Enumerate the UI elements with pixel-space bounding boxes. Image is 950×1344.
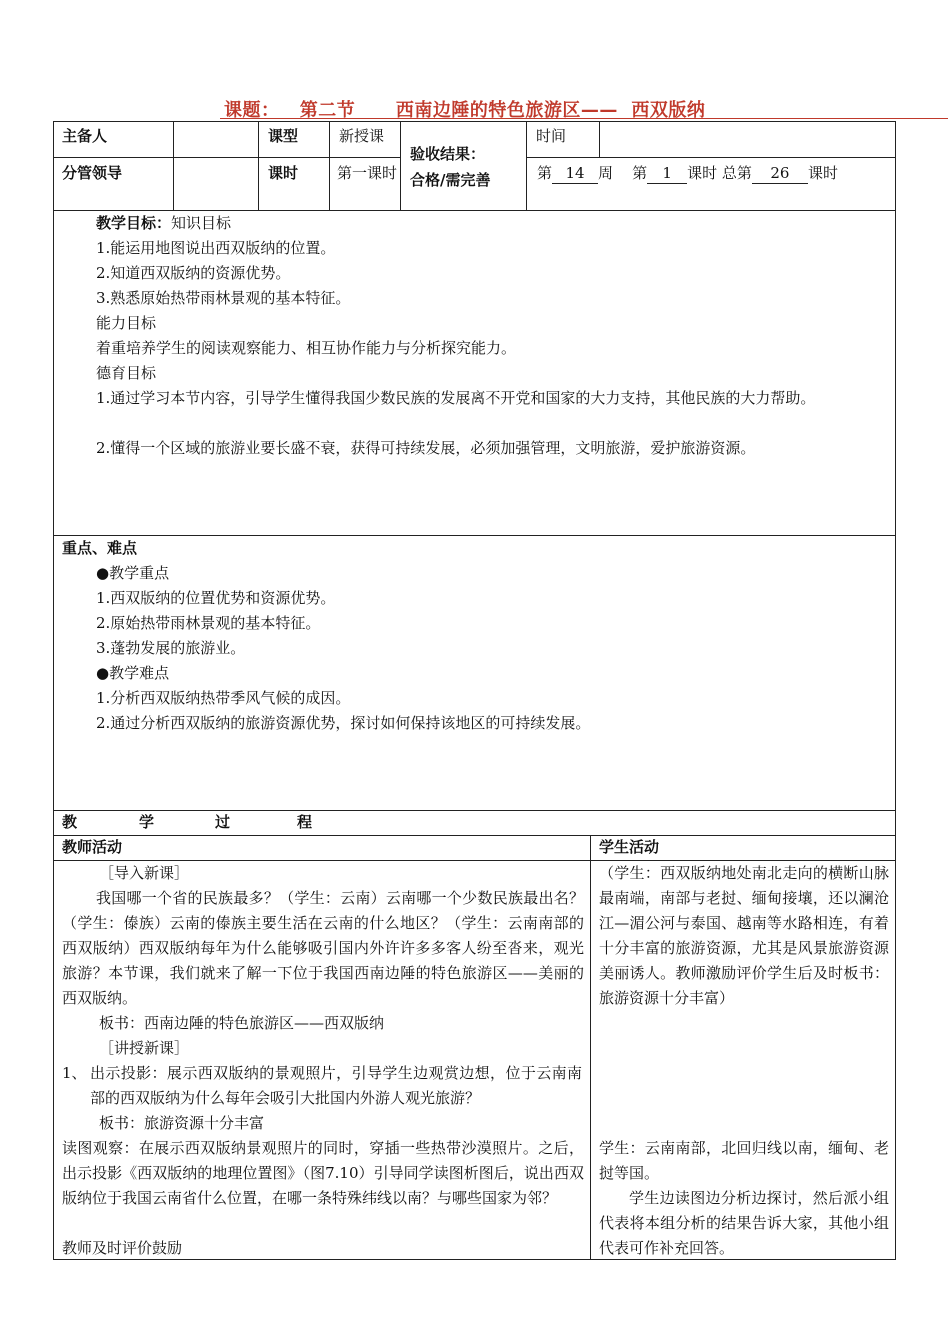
moral-heading: 德育目标 (96, 364, 157, 382)
type-value: 新授课 (339, 127, 385, 145)
new-lesson-tag: ［讲授新课］ (99, 1039, 190, 1057)
knowledge-item-2: 2.知道西双版纳的资源优势。 (96, 264, 291, 282)
period-value: 第一课时 (337, 164, 398, 182)
week-suffix: 周 (598, 164, 614, 182)
title-underline (220, 118, 948, 119)
key-item-2: 2.原始热带雨林景观的基本特征。 (96, 614, 321, 632)
teacher-heading-cell (53, 835, 591, 861)
total-number: 26 (752, 163, 808, 184)
keypoints-heading: 重点、难点 (62, 539, 138, 557)
total-prefix: 总第 (721, 164, 752, 182)
intro-text: 我国哪一个省的民族最多？（学生：云南）云南哪一个少数民族最出名？（学生：傣族）云南的傣族主要生活在云南的什么地区？（学生：云南南部的西双版纳）西双版纳每年为什么能够吸引国内外许许多多客人纷至沓来，观光旅游？本节课，我们就来了解一下位于我国西南边陲的特色旅游区——美丽的西双版纳。 (62, 889, 584, 1007)
process-heading-char-3: 过 (215, 813, 231, 831)
key-item-1: 1.西双版纳的位置优势和资源优势。 (96, 589, 336, 607)
teacher-heading: 教师活动 (62, 838, 123, 856)
student-answer-2: 学生：云南南部，北回归线以南，缅甸、老挝等国。 (599, 1139, 889, 1182)
cell-supervisor-value (173, 157, 259, 211)
acceptance-label: 验收结果： (410, 145, 486, 163)
board-text-1: 板书：西南边陲的特色旅游区——西双版纳 (99, 1014, 385, 1032)
knowledge-heading: 知识目标 (171, 214, 232, 232)
difficult-heading: ●教学难点 (96, 664, 170, 682)
schedule-line (537, 161, 838, 186)
ability-heading: 能力目标 (96, 314, 157, 332)
cell-preparer-value (173, 121, 259, 158)
type-label: 课型 (268, 127, 299, 145)
week-number: 14 (552, 163, 598, 184)
step1-text: 出示投影：展示西双版纳的景观照片，引导学生边观赏边想，位于云南南部的西双版纳为什么每年会吸引大批国内外游人观光旅游？ (90, 1064, 582, 1107)
period-label: 课时 (268, 164, 299, 182)
time-label: 时间 (536, 127, 567, 145)
keypoints-section (53, 535, 896, 811)
process-heading-char-4: 程 (297, 813, 313, 831)
lesson-prefix: 第 (632, 164, 648, 182)
evaluate-text: 教师及时评价鼓励 (62, 1239, 183, 1257)
student-answer-3: 学生边读图边分析边探讨，然后派小组代表将本组分析的结果告诉大家，其他小组代表可作补充回答。 (599, 1189, 889, 1257)
difficult-item-2: 2.通过分析西双版纳的旅游资源优势，探讨如何保持该地区的可持续发展。 (96, 714, 591, 732)
week-prefix: 第 (537, 164, 553, 182)
ability-text: 着重培养学生的阅读观察能力、相互协作能力与分析探究能力。 (96, 339, 517, 357)
process-heading-char-1: 教 (62, 813, 78, 831)
board-text-2: 板书：旅游资源十分丰富 (99, 1114, 265, 1132)
cell-time-value (599, 121, 896, 158)
lesson-suffix: 课时 (687, 164, 718, 182)
key-heading: ●教学重点 (96, 564, 170, 582)
supervisor-label: 分管领导 (62, 164, 123, 182)
step1-number: 1、 (62, 1064, 87, 1082)
preparer-label: 主备人 (62, 127, 108, 145)
total-suffix: 课时 (807, 164, 838, 182)
difficult-item-1: 1.分析西双版纳热带季风气候的成因。 (96, 689, 351, 707)
acceptance-value: 合格/需完善 (410, 171, 491, 189)
process-heading-char-2: 学 (139, 813, 155, 831)
student-answer-1: （学生：西双版纳地处南北走向的横断山脉最南端，南部与老挝、缅甸接壤，还以澜沧江—湄公河与泰国、越南等水路相连，有着十分丰富的旅游资源，尤其是风景旅游资源美丽诱人。教师激励评价学生后及时板书：旅游资源十分丰富） (599, 864, 889, 1007)
objectives-heading: 教学目标： (96, 214, 172, 232)
process-heading-row (53, 810, 896, 836)
page-title: 课题： 第二节 西南边陲的特色旅游区—— 西双版纳 (224, 100, 706, 121)
objectives-heading-line (96, 211, 231, 236)
knowledge-item-1: 1.能运用地图说出西双版纳的位置。 (96, 239, 336, 257)
knowledge-item-3: 3.熟悉原始热带雨林景观的基本特征。 (96, 289, 351, 307)
moral-item-1: 1.通过学习本节内容，引导学生懂得我国少数民族的发展离不开党和国家的大力支持，其他民族的大力帮助。 (96, 389, 816, 407)
student-heading: 学生活动 (599, 838, 660, 856)
map-reading-text: 读图观察：在展示西双版纳景观照片的同时，穿插一些热带沙漠照片。之后，出示投影《西双版纳的地理位置图》（图7.10）引导同学读图析图后，说出西双版纳位于我国云南省什么位置，在哪一条特殊纬线以南？与哪些国家为邻？ (62, 1139, 584, 1207)
key-item-3: 3.蓬勃发展的旅游业。 (96, 639, 246, 657)
intro-tag: ［导入新课］ (99, 864, 190, 882)
moral-item-2: 2.懂得一个区域的旅游业要长盛不衰，获得可持续发展，必须加强管理，文明旅游，爱护旅游资源。 (96, 439, 756, 457)
lesson-number: 1 (647, 163, 687, 184)
